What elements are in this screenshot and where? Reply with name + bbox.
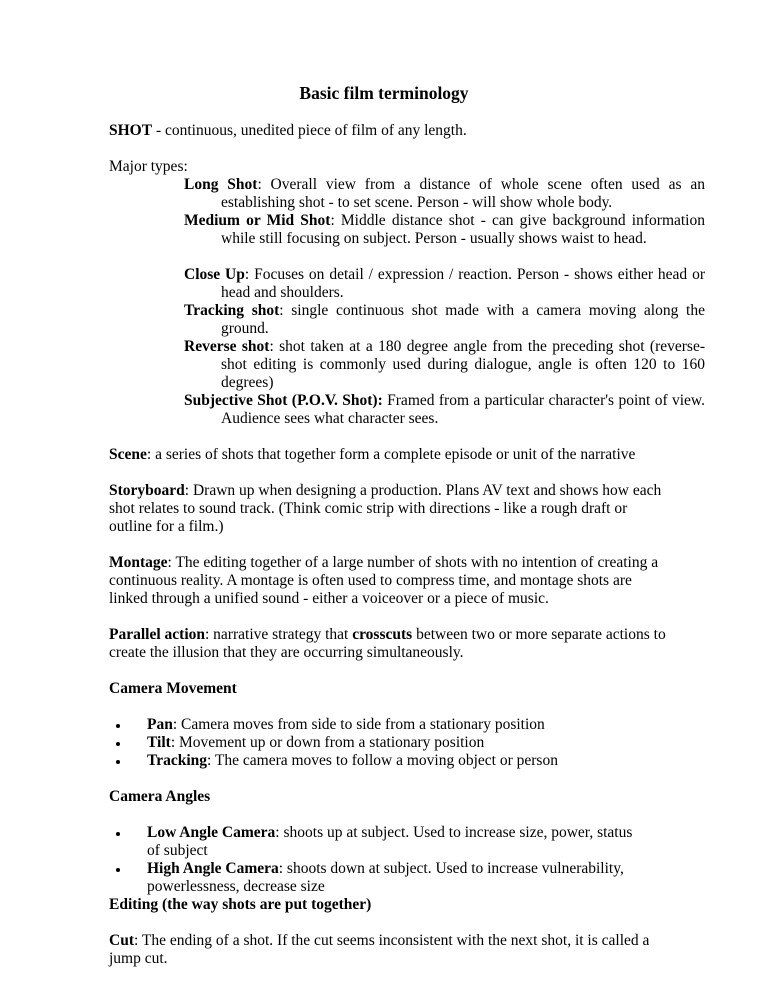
scene-text: : a series of shots that together form a complete episode or unit of the narrative [146, 446, 636, 463]
list-item [109, 860, 649, 896]
shot-text: - continuous, unedited piece of film of any length. [152, 122, 467, 139]
term: High Angle Camera [147, 860, 279, 877]
shot-term: SHOT [109, 122, 153, 139]
cut-term: Cut [109, 932, 134, 949]
term: Pan [147, 716, 173, 733]
major-types-label: Major types: [109, 158, 188, 175]
term: Low Angle Camera [147, 824, 276, 841]
montage-text: : The editing together of a large number of shots with no intention of creating a continuous reality. A montage is often used to compress time, and montage shots are linked through a unified sound - either a voiceover or a piece of music. [109, 554, 659, 607]
shot-definition [109, 122, 667, 140]
montage-term: Montage [109, 554, 168, 571]
definition: : Camera moves from side to side from a stationary position [172, 716, 545, 733]
definition: : Overall view from a distance of whole scene often used as an establishing shot - to set scene. Person - will show whole body. [221, 176, 705, 211]
list-item [109, 824, 649, 860]
definition: : shoots up at subject. Used to increase size, power, status of subject [147, 824, 633, 859]
storyboard-definition [109, 482, 667, 536]
term: Reverse shot [184, 338, 270, 355]
definition: : Movement up or down from a stationary position [170, 734, 485, 751]
camera-movement-list [109, 716, 669, 770]
definition: : single continuous shot made with a camera moving along the ground. [221, 302, 705, 337]
definition: : shoots down at subject. Used to increase vulnerability, powerlessness, decrease size [147, 860, 624, 895]
montage-definition [109, 554, 667, 608]
major-type-tracking-shot [184, 302, 705, 338]
crosscuts-term: crosscuts [352, 626, 413, 643]
cut-text: : The ending of a shot. If the cut seems inconsistent with the next shot, it is called a jump cut. [109, 932, 650, 967]
definition: Framed from a particular character's point of view. Audience sees what character sees. [221, 392, 705, 427]
cut-definition [109, 932, 667, 968]
list-item [109, 716, 669, 734]
camera-angles-heading: Camera Angles [109, 788, 211, 805]
definition: : Middle distance shot - can give background information while still focusing on subject. Person - usually shows waist to head. [221, 212, 705, 247]
term: Long Shot [184, 176, 258, 193]
major-type-long-shot [184, 176, 705, 212]
term: Subjective Shot (P.O.V. Shot): [184, 392, 383, 409]
term: Medium or Mid Shot [184, 212, 331, 229]
major-type-subjective-shot [184, 392, 705, 428]
storyboard-text: : Drawn up when designing a production. Plans AV text and shows how each shot relates to sound track. (Think comic strip with directions - like a rough draft or outline for a film.) [109, 482, 662, 535]
major-type-reverse-shot [184, 338, 705, 392]
term: Tracking [147, 752, 207, 769]
scene-term: Scene [109, 446, 147, 463]
parallel-term: Parallel action [109, 626, 205, 643]
term: Tracking shot [184, 302, 280, 319]
major-type-close-up [184, 266, 705, 302]
list-item [109, 752, 669, 770]
definition: : The camera moves to follow a moving object or person [207, 752, 558, 769]
parallel-action-definition [109, 626, 667, 662]
list-item [109, 734, 669, 752]
definition: : shot taken at a 180 degree angle from the preceding shot (reverse-shot editing is commonly used during dialogue, angle is often 120 to 160 degrees) [221, 338, 705, 391]
page-title: Basic film terminology [299, 83, 469, 103]
major-type-medium-shot [184, 212, 705, 248]
scene-definition [109, 446, 667, 464]
parallel-text-1: : narrative strategy that [205, 626, 353, 643]
editing-heading: Editing (the way shots are put together) [109, 896, 372, 913]
definition: : Focuses on detail / expression / reaction. Person - shows either head or head and shoulders. [221, 266, 705, 301]
term: Tilt [147, 734, 171, 751]
term: Close Up [184, 266, 245, 283]
storyboard-term: Storyboard [109, 482, 185, 499]
camera-movement-heading: Camera Movement [109, 680, 237, 697]
camera-angles-list [109, 824, 649, 896]
parallel-text-2: between two or more separate actions to create the illusion that they are occurring simultaneously. [109, 626, 666, 661]
